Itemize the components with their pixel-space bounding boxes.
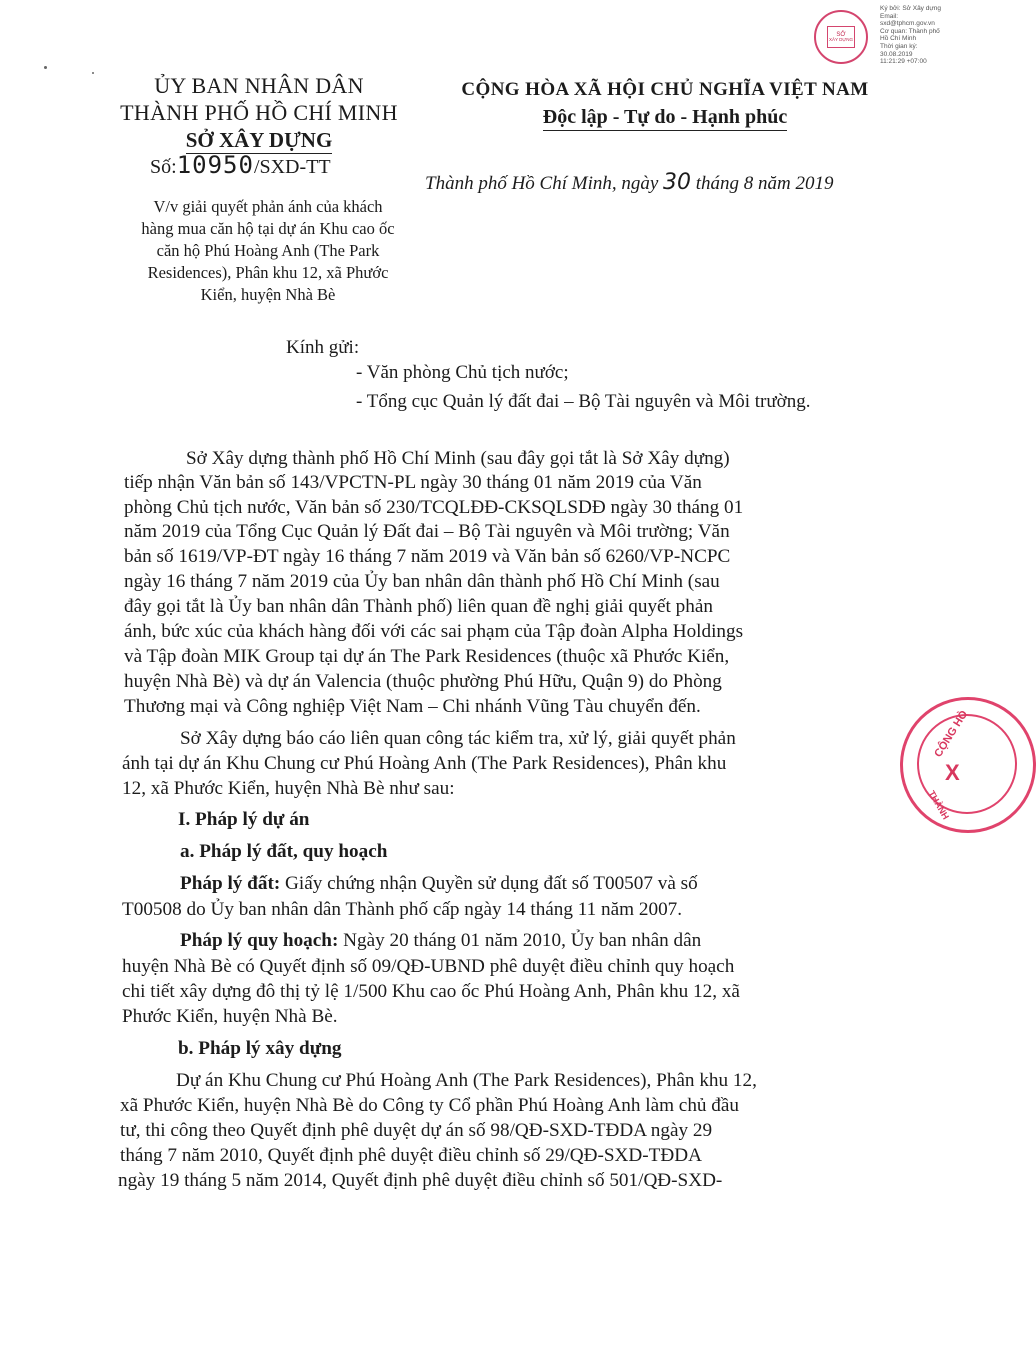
stamp-top-text: CỘNG HÒ	[932, 708, 971, 760]
body-line: huyện Nhà Bè có Quyết định số 09/QĐ-UBND phê duyệt điều chỉnh quy hoạch	[122, 956, 735, 977]
body-line: đây gọi tắt là Ủy ban nhân dân Thành phố) liên quan đề nghị giải quyết phản	[124, 596, 713, 617]
stamp-letter: X	[945, 760, 960, 785]
body-line: Sở Xây dựng báo cáo liên quan công tác kiểm tra, xử lý, giải quyết phản	[180, 728, 736, 749]
national-motto: Độc lập - Tự do - Hạnh phúc	[543, 106, 787, 131]
body-line: ánh, bức xúc của khách hàng đối với các sai phạm của Tập đoàn Alpha Holdings	[124, 621, 744, 642]
section-heading: I. Pháp lý dự án	[178, 809, 310, 830]
issuer-department: SỞ XÂY DỰNG	[185, 128, 333, 152]
sig-line: Thời gian ký:	[880, 42, 918, 50]
sig-line: Email:	[880, 12, 899, 20]
scan-speck	[44, 66, 47, 69]
land-legal-text: Giấy chứng nhận Quyền sử dụng đất số T00507 và số	[280, 873, 698, 894]
body-line: bản số 1619/VP-ĐT ngày 16 tháng 7 năm 2019 và Văn bản số 6260/VP-NCPC	[124, 546, 731, 567]
subsection-heading: a. Pháp lý đất, quy hoạch	[180, 841, 388, 862]
seal-text-2: XÂY DỰNG	[828, 36, 854, 42]
recipients-greeting: Kính gửi:	[286, 337, 360, 358]
national-title: CỘNG HÒA XÃ HỘI CHỦ NGHĨA VIỆT NAM	[461, 79, 869, 100]
body-line: tháng 7 năm 2010, Quyết định phê duyệt điều chỉnh số 29/QĐ-SXD-TĐDA	[120, 1145, 702, 1166]
sig-line: 11:21:29 +07:00	[880, 58, 927, 66]
sig-line: sxd@tphcm.gov.vn	[880, 20, 935, 28]
subject-line: V/v giải quyết phản ánh của khách	[153, 197, 383, 216]
planning-legal-label: Pháp lý quy hoạch:	[180, 930, 339, 951]
signature-seal-inner	[827, 26, 855, 48]
issuer-line-1: ỦY BAN NHÂN DÂN	[154, 73, 364, 98]
seal-text-1: SỞ	[836, 31, 846, 38]
planning-legal-text: Ngày 20 tháng 01 năm 2010, Ủy ban nhân dân	[338, 930, 702, 951]
doc-number-suffix: /SXD-TT	[253, 156, 331, 178]
body-line: huyện Nhà Bè) và dự án Valencia (thuộc phường Phú Hữu, Quận 9) do Phòng	[124, 671, 722, 692]
body-line	[180, 872, 698, 896]
recipient-item: - Văn phòng Chủ tịch nước;	[356, 362, 569, 383]
body-line: tư, thi công theo Quyết định phê duyệt dự án số 98/QĐ-SXD-TĐDA ngày 29	[120, 1120, 713, 1141]
date-day: 30	[663, 170, 692, 195]
subject-line: căn hộ Phú Hoàng Anh (The Park	[156, 241, 380, 260]
body-line: Dự án Khu Chung cư Phú Hoàng Anh (The Park Residences), Phân khu 12,	[176, 1070, 757, 1091]
body-line: chi tiết xây dựng đô thị tỷ lệ 1/500 Khu cao ốc Phú Hoàng Anh, Phân khu 12, xã	[122, 981, 740, 1002]
body-line: Phước Kiển, huyện Nhà Bè.	[122, 1006, 338, 1027]
subject-line: Kiển, huyện Nhà Bè	[200, 285, 336, 304]
body-line: và Tập đoàn MIK Group tại dự án The Park Residences (thuộc xã Phước Kiển,	[124, 646, 730, 667]
issuer-line-3	[100, 126, 418, 154]
body-line: Sở Xây dựng thành phố Hồ Chí Minh (sau đây gọi tắt là Sở Xây dựng)	[186, 448, 730, 469]
body-line: ngày 16 tháng 7 năm 2019 của Ủy ban nhân dân thành phố Hồ Chí Minh (sau	[124, 571, 720, 592]
document-subject	[112, 196, 424, 306]
body-line: năm 2019 của Tổng Cục Quản lý Đất đai – Bộ Tài nguyên và Môi trường; Văn	[124, 521, 730, 542]
doc-number-prefix: Số:	[150, 156, 177, 178]
body-line: ánh tại dự án Khu Chung cư Phú Hoàng Anh (The Park Residences), Phân khu	[122, 753, 727, 774]
body-line: ngày 19 tháng 5 năm 2014, Quyết định phê duyệt điều chỉnh số 501/QĐ-SXD-	[118, 1170, 723, 1191]
sig-line: Ký bởi: Sở Xây dựng	[880, 5, 941, 12]
subject-line: Residences), Phân khu 12, xã Phước	[147, 263, 389, 282]
body-line	[180, 929, 701, 953]
body-line: Thương mại và Công nghiệp Việt Nam – Chi nhánh Vũng Tàu chuyển đến.	[124, 696, 701, 717]
body-line: phòng Chủ tịch nước, Văn bản số 230/TCQLĐĐ-CKSQLSDĐ ngày 30 tháng 01	[124, 497, 744, 518]
stamp-side-text: THÀNH	[926, 788, 951, 822]
issuer-line-2: THÀNH PHỐ HỒ CHÍ MINH	[120, 100, 398, 125]
scan-speck	[92, 72, 94, 74]
subject-line: hàng mua căn hộ tại dự án Khu cao ốc	[141, 219, 395, 238]
national-motto-row	[430, 102, 900, 132]
recipient-item: - Tổng cục Quản lý đất đai – Bộ Tài nguyên và Môi trường.	[356, 391, 811, 412]
issuer-header	[100, 72, 418, 154]
sig-line: 30.08.2019	[880, 50, 913, 58]
signature-seal-icon	[814, 10, 868, 64]
national-header	[430, 78, 900, 132]
subsection-heading: b. Pháp lý xây dựng	[178, 1038, 342, 1059]
body-line: T00508 do Ủy ban nhân dân Thành phố cấp ngày 14 tháng 11 năm 2007.	[122, 899, 683, 920]
sig-line: Cơ quan: Thành phố	[880, 27, 940, 35]
land-legal-label: Pháp lý đất:	[180, 873, 281, 894]
digital-signature-info	[880, 5, 958, 66]
sig-line: Hồ Chí Minh	[880, 35, 917, 43]
document-number	[150, 152, 331, 180]
date-part-1: Thành phố Hồ Chí Minh, ngày	[425, 173, 664, 194]
body-line: tiếp nhận Văn bản số 143/VPCTN-PL ngày 30 tháng 01 năm 2019 của Văn	[124, 472, 702, 493]
doc-number-value: 10950	[176, 151, 254, 179]
official-stamp-icon	[900, 697, 1036, 833]
body-line: xã Phước Kiển, huyện Nhà Bè do Công ty Cổ phần Phú Hoàng Anh làm chủ đầu	[120, 1095, 740, 1116]
document-date	[425, 170, 834, 195]
date-part-2: tháng 8 năm 2019	[691, 173, 834, 194]
body-line: 12, xã Phước Kiển, huyện Nhà Bè như sau:	[122, 778, 455, 799]
